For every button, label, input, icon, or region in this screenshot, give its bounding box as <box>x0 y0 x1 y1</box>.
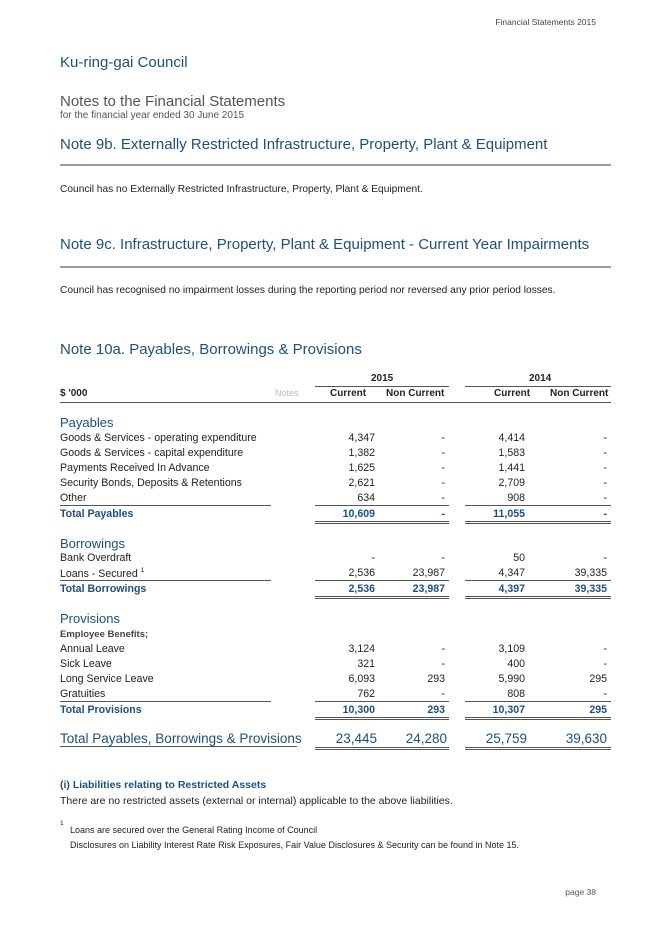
double-rule <box>315 717 449 720</box>
value-noncurrent-2015: - <box>441 477 445 489</box>
rule <box>465 386 611 387</box>
table-row <box>60 447 611 461</box>
value-current-2015: 2,536 <box>348 567 375 579</box>
total-row-borrowings <box>60 583 611 597</box>
divider <box>60 266 611 268</box>
total-row-payables <box>60 508 611 522</box>
notes-label: Notes <box>275 388 299 398</box>
value-current-2015: 321 <box>357 658 375 670</box>
value-current-2014: 4,414 <box>498 432 525 444</box>
value-current-2015: 1,625 <box>348 462 375 474</box>
value-current-2015: 10,300 <box>342 704 375 716</box>
note-9c-heading: Note 9c. Infrastructure, Property, Plant & Equipment - Current Year Impairments <box>60 236 590 253</box>
table-row <box>60 643 611 657</box>
value-noncurrent-2014: 39,630 <box>565 731 607 746</box>
value-noncurrent-2014: - <box>603 508 607 520</box>
total-row-provisions <box>60 704 611 718</box>
row-label: Total Provisions <box>60 704 142 716</box>
col-current-2014: Current <box>494 388 531 399</box>
value-current-2014: 400 <box>507 658 525 670</box>
section-provisions <box>60 611 611 625</box>
section-title: Payables <box>60 415 114 430</box>
row-label: Total Payables <box>60 508 134 520</box>
value-current-2014: 10,307 <box>492 704 525 716</box>
table-row <box>60 462 611 476</box>
value-noncurrent-2015: - <box>441 447 445 459</box>
row-label <box>60 567 144 580</box>
value-noncurrent-2015: 23,987 <box>412 567 445 579</box>
value-current-2015: 634 <box>357 492 375 504</box>
year-2014: 2014 <box>529 373 552 384</box>
value-noncurrent-2015: - <box>441 643 445 655</box>
table-row <box>60 673 611 687</box>
row-label: Sick Leave <box>60 658 112 670</box>
value-current-2015: - <box>371 552 375 564</box>
notes-subtitle: for the financial year ended 30 June 2015 <box>60 110 245 121</box>
rule <box>60 505 271 506</box>
restricted-text: There are no restricted assets (external or internal) applicable to the above liabilities. <box>60 795 453 807</box>
value-current-2015: 23,445 <box>335 731 377 746</box>
restricted-heading: (i) Liabilities relating to Restricted Assets <box>60 779 267 791</box>
unit-label: $ '000 <box>60 388 88 399</box>
section-subtitle <box>60 629 611 643</box>
value-current-2014: 808 <box>507 688 525 700</box>
footnote-line-2: Disclosures on Liability Interest Rate Risk Exposures, Fair Value Disclosures & Security can be found in Note 15. <box>70 840 520 850</box>
value-current-2014: 5,990 <box>498 673 525 685</box>
row-label: Goods & Services - capital expenditure <box>60 447 244 459</box>
table-row <box>60 688 611 702</box>
value-current-2014: 4,347 <box>498 567 525 579</box>
footnote-line-1: Loans are secured over the General Rating Income of Council <box>70 825 318 835</box>
value-current-2015: 2,621 <box>348 477 375 489</box>
value-current-2014: 11,055 <box>493 508 525 520</box>
value-current-2015: 2,536 <box>348 583 375 595</box>
rule <box>315 701 449 702</box>
value-noncurrent-2014: - <box>603 492 607 504</box>
value-noncurrent-2015: 293 <box>427 704 445 716</box>
row-label: Bank Overdraft <box>60 552 132 564</box>
value-noncurrent-2014: 295 <box>589 673 607 685</box>
value-noncurrent-2014: - <box>603 462 607 474</box>
value-noncurrent-2014: 39,335 <box>574 567 607 579</box>
value-current-2015: 1,382 <box>348 447 375 459</box>
rule <box>60 746 297 747</box>
double-rule <box>465 596 611 599</box>
value-noncurrent-2014: - <box>603 552 607 564</box>
value-current-2015: 6,093 <box>348 673 375 685</box>
table-row <box>60 432 611 446</box>
row-label: Total Borrowings <box>60 583 147 595</box>
row-label: Long Service Leave <box>60 673 154 685</box>
col-current-2015: Current <box>330 388 367 399</box>
value-noncurrent-2015: 24,280 <box>405 731 447 746</box>
row-label: Security Bonds, Deposits & Retentions <box>60 477 242 489</box>
value-noncurrent-2015: - <box>441 508 445 520</box>
value-noncurrent-2015: - <box>441 552 445 564</box>
column-header-row <box>60 388 611 402</box>
value-noncurrent-2014: - <box>603 688 607 700</box>
footnote-marker: 1 <box>140 567 145 574</box>
note-10a-heading: Note 10a. Payables, Borrowings & Provisions <box>60 341 362 358</box>
value-noncurrent-2015: - <box>441 432 445 444</box>
table-row <box>60 492 611 506</box>
value-noncurrent-2014: - <box>603 477 607 489</box>
row-label: Goods & Services - operating expenditure <box>60 432 257 444</box>
double-rule <box>465 717 611 720</box>
year-header-row <box>60 373 611 387</box>
col-noncurrent-2015: Non Current <box>386 388 445 399</box>
section-title: Provisions <box>60 611 120 626</box>
section-borrowings <box>60 536 611 550</box>
row-label: Other <box>60 492 87 504</box>
col-noncurrent-2014: Non Current <box>550 388 609 399</box>
double-rule <box>465 747 611 750</box>
value-noncurrent-2015: - <box>441 688 445 700</box>
row-label: Total Payables, Borrowings & Provisions <box>60 731 302 746</box>
value-current-2014: 4,397 <box>498 583 525 595</box>
value-noncurrent-2014: - <box>603 432 607 444</box>
double-rule <box>315 521 449 524</box>
value-noncurrent-2014: 39,335 <box>574 583 607 595</box>
value-current-2014: 3,109 <box>498 643 525 655</box>
section-payables <box>60 415 611 429</box>
row-label: Gratuities <box>60 688 106 700</box>
rule <box>465 701 611 702</box>
council-name: Ku-ring-gai Council <box>60 54 188 71</box>
value-current-2014: 2,709 <box>498 477 525 489</box>
rule <box>315 386 449 387</box>
rule <box>60 701 271 702</box>
rule <box>60 580 271 581</box>
rule <box>315 580 449 581</box>
footnote-marker: 1 <box>60 820 64 827</box>
value-noncurrent-2015: - <box>441 462 445 474</box>
table-row <box>60 477 611 491</box>
note-9b-text: Council has no Externally Restricted Infrastructure, Property, Plant & Equipment. <box>60 184 423 195</box>
section-title: Borrowings <box>60 536 126 551</box>
value-current-2015: 4,347 <box>348 432 375 444</box>
table-row <box>60 567 611 581</box>
note-9c-text: Council has recognised no impairment losses during the reporting period nor reversed any prior period losses. <box>60 285 556 296</box>
value-current-2015: 3,124 <box>348 643 375 655</box>
value-noncurrent-2014: - <box>603 643 607 655</box>
row-label-text: Loans - Secured <box>60 568 138 580</box>
table-row <box>60 552 611 566</box>
double-rule <box>465 521 611 524</box>
double-rule <box>315 596 449 599</box>
value-current-2014: 50 <box>513 552 525 564</box>
rule <box>315 505 449 506</box>
value-current-2014: 908 <box>507 492 525 504</box>
subtitle-text: Employee Benefits; <box>60 629 149 640</box>
value-noncurrent-2014: - <box>603 447 607 459</box>
double-rule <box>315 747 449 750</box>
document-header: Financial Statements 2015 <box>495 17 596 27</box>
value-noncurrent-2015: 293 <box>427 673 445 685</box>
value-current-2014: 25,759 <box>485 731 527 746</box>
value-noncurrent-2014: 295 <box>589 704 607 716</box>
page-number: page 38 <box>565 887 596 897</box>
value-noncurrent-2015: 23,987 <box>412 583 445 595</box>
value-noncurrent-2015: - <box>441 492 445 504</box>
value-current-2014: 1,583 <box>498 447 525 459</box>
value-current-2015: 762 <box>357 688 375 700</box>
notes-title: Notes to the Financial Statements <box>60 93 286 110</box>
rule <box>465 580 611 581</box>
year-2015: 2015 <box>371 373 394 384</box>
row-label: Annual Leave <box>60 643 125 655</box>
row-label: Payments Received In Advance <box>60 462 210 474</box>
value-current-2014: 1,441 <box>498 462 525 474</box>
value-noncurrent-2015: - <box>441 658 445 670</box>
value-noncurrent-2014: - <box>603 658 607 670</box>
value-current-2015: 10,609 <box>342 508 375 520</box>
rule <box>465 505 611 506</box>
note-9b-heading: Note 9b. Externally Restricted Infrastructure, Property, Plant & Equipment <box>60 136 548 153</box>
table-row <box>60 658 611 672</box>
divider <box>60 164 611 166</box>
rule <box>60 402 611 403</box>
